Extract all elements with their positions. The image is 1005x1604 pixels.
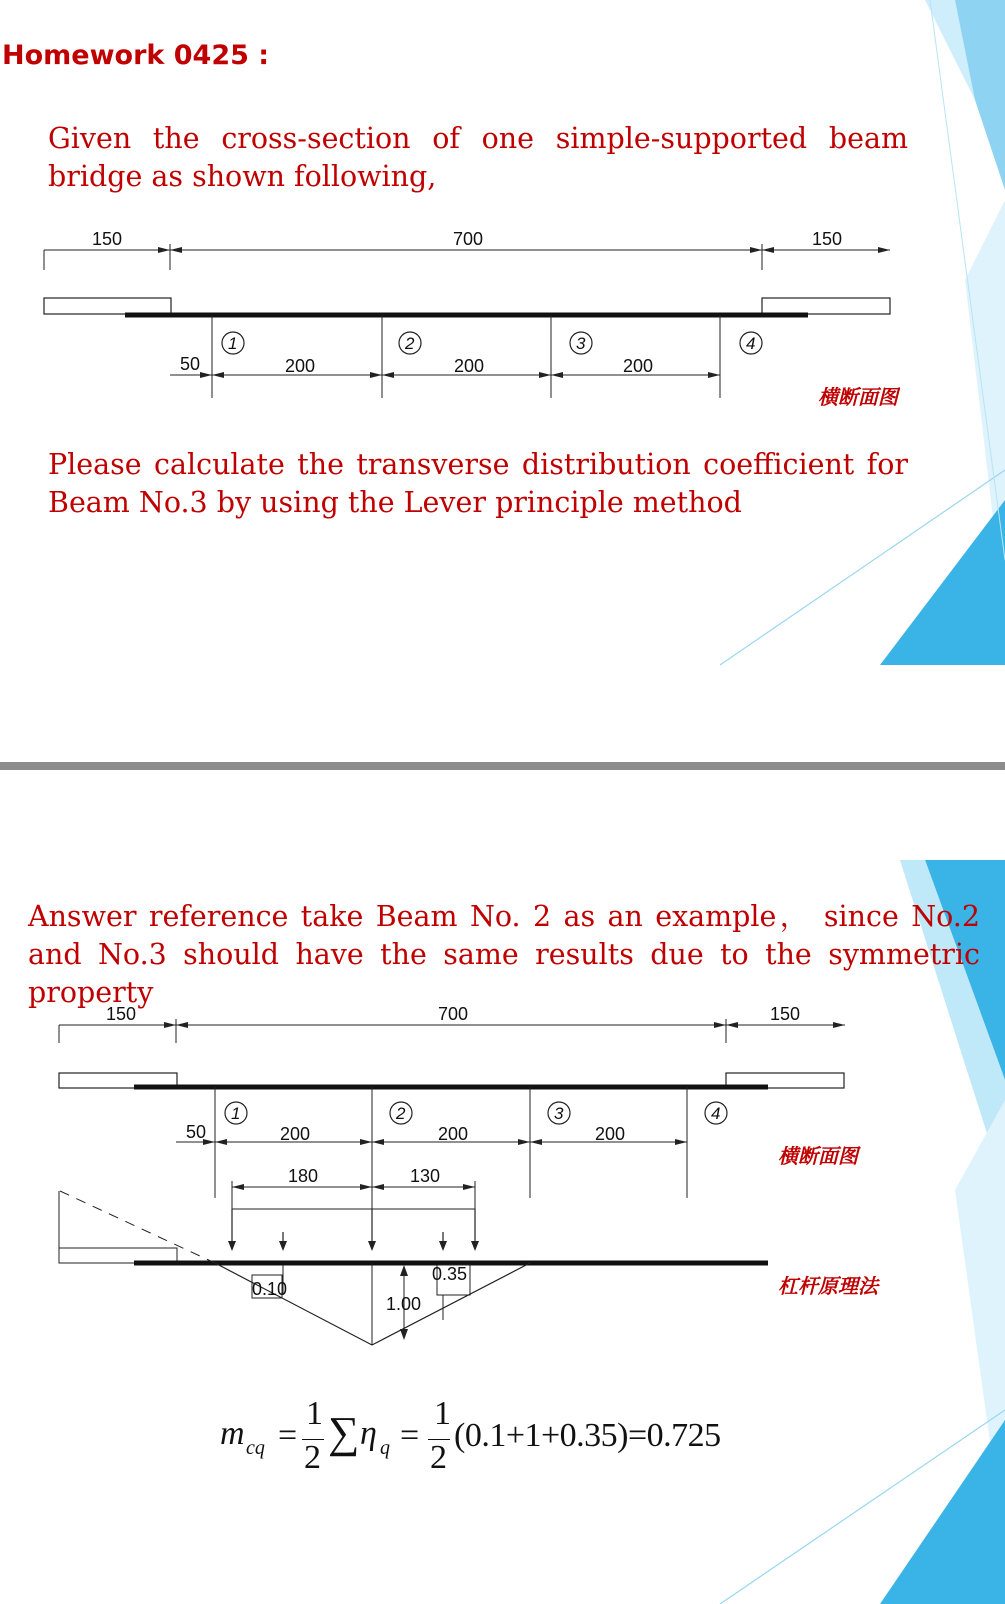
arrow <box>170 247 182 253</box>
question-intro: Given the cross-section of one simple-supported beam bridge as shown following, <box>48 122 908 193</box>
formula-sum-symbol: ∑ <box>328 1408 360 1457</box>
formula-sum-sub: q <box>380 1437 390 1459</box>
dim-mid-label: 700 <box>453 229 484 249</box>
spacing-label-3: 200 <box>623 356 654 376</box>
page-title: Homework 0425 : <box>2 40 270 71</box>
beam-number-3: 3 <box>576 334 586 353</box>
beam-number-4: 4 <box>711 1104 721 1123</box>
spacing-label-2: 200 <box>438 1124 469 1144</box>
cross-section-caption: 横断面图 <box>778 1146 858 1168</box>
formula-frac-den-2: 2 <box>430 1439 447 1476</box>
arrow <box>158 247 170 253</box>
beam-number-1: 1 <box>228 334 238 353</box>
load-arrow <box>471 1241 479 1251</box>
cross-section-caption: 横断面图 <box>818 387 898 409</box>
beam-number-2: 2 <box>405 334 415 353</box>
formula-expression: (0.1+1+0.35)=0.725 <box>454 1417 721 1454</box>
deco-triangle-top-inner <box>955 0 1005 190</box>
curb-right <box>762 298 890 314</box>
spacing-label-3: 200 <box>595 1124 626 1144</box>
slide-answer <box>0 770 1005 1604</box>
spacing-label-2: 200 <box>454 356 485 376</box>
question-task: Please calculate the transverse distribution coefficient for Beam No.3 by using the Lever principle method <box>48 448 908 519</box>
slide-homework <box>0 0 1005 758</box>
dim-right-label: 150 <box>770 1004 801 1024</box>
beam-number-2: 2 <box>396 1104 406 1123</box>
formula-equals-2: = <box>400 1417 420 1454</box>
arrow <box>878 247 890 253</box>
spacing-label-1: 200 <box>280 1124 311 1144</box>
arrow <box>750 247 762 253</box>
load-arrow <box>279 1241 287 1251</box>
formula-lhs-var: m <box>220 1415 245 1452</box>
load-spacing-label-2: 130 <box>410 1166 441 1186</box>
dim-edge-label: 50 <box>186 1122 207 1142</box>
formula-lhs-sub: cq <box>246 1437 265 1459</box>
ordinate-label-3: 0.35 <box>432 1264 468 1284</box>
deco-triangle-bottom <box>880 500 1005 665</box>
beam-number-4: 4 <box>746 334 756 353</box>
spacing-label-1: 200 <box>285 356 316 376</box>
slide-divider <box>0 758 1005 770</box>
answer-intro: Answer reference take Beam No. 2 as an example， since No.2 and No.3 should have the same results due to the symmetric property <box>28 900 980 1009</box>
formula-frac-den-1: 2 <box>304 1439 321 1476</box>
lever-principle-diagram <box>0 995 920 1385</box>
arrow <box>762 247 774 253</box>
beam-number-1: 1 <box>231 1104 241 1123</box>
formula-frac-num-1: 1 <box>306 1395 323 1432</box>
load-arrow <box>439 1241 447 1251</box>
formula-frac-num-2: 1 <box>434 1395 451 1432</box>
load-arrow <box>368 1241 376 1251</box>
lever-principle-caption: 杠杆原理法 <box>778 1276 878 1298</box>
load-spacing-label-1: 180 <box>288 1166 319 1186</box>
dim-left-label: 150 <box>106 1004 137 1024</box>
ordinate-label-2: 1.00 <box>386 1294 422 1314</box>
load-arrow <box>228 1241 236 1251</box>
ordinate-label-1: 0.10 <box>252 1279 288 1299</box>
beam-number-3: 3 <box>554 1104 564 1123</box>
dim-left-label: 150 <box>92 229 123 249</box>
dim-edge-label: 50 <box>180 354 201 374</box>
cross-section-diagram <box>0 220 900 420</box>
deco-triangle-bottom <box>880 1420 1005 1604</box>
formula-sum-var: η <box>360 1415 377 1452</box>
dim-right-label: 150 <box>812 229 843 249</box>
curb-left <box>44 298 171 314</box>
result-formula <box>220 1395 840 1485</box>
dim-mid-label: 700 <box>438 1004 469 1024</box>
formula-equals-1: = <box>278 1417 298 1454</box>
